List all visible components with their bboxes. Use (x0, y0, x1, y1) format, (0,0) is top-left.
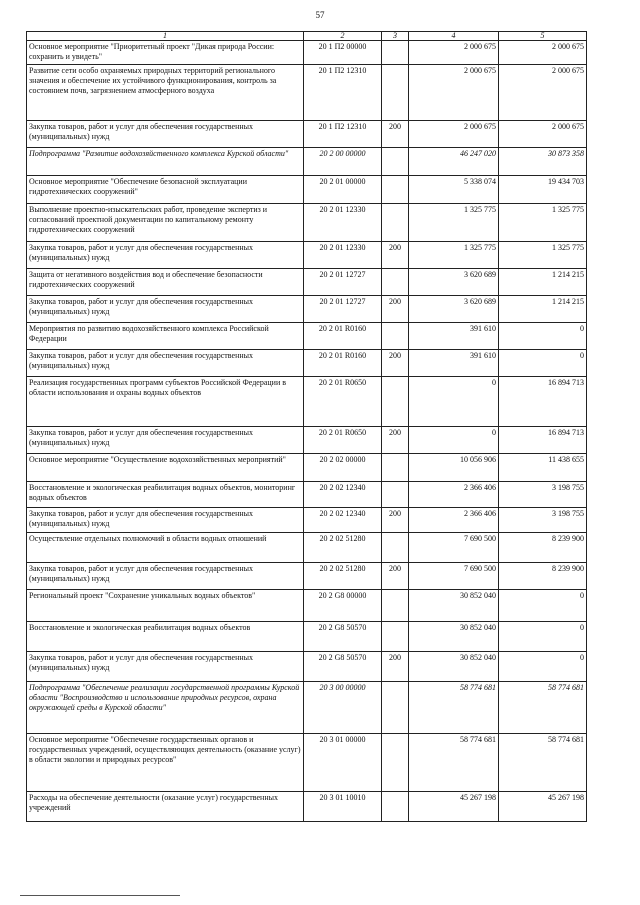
row-sum-2020-cell: 58 774 681 (499, 734, 587, 792)
row-code-cell: 20 2 02 51280 (304, 563, 382, 590)
row-sum-2019-cell: 0 (409, 427, 499, 454)
row-vr-cell (382, 622, 409, 652)
table-body (27, 41, 587, 822)
row-vr-cell (382, 377, 409, 427)
row-name-cell: Расходы на обеспечение деятельности (оказание услуг) государственных учреждений (27, 792, 304, 822)
row-sum-2020-cell: 0 (499, 652, 587, 682)
row-sum-2019-cell: 58 774 681 (409, 682, 499, 734)
row-vr-cell: 200 (382, 296, 409, 323)
table-row (27, 176, 587, 204)
row-name-cell: Закупка товаров, работ и услуг для обеспечения государственных (муниципальных) нужд (27, 652, 304, 682)
table-row (27, 242, 587, 269)
row-name-cell: Закупка товаров, работ и услуг для обеспечения государственных (муниципальных) нужд (27, 350, 304, 377)
row-sum-2019-cell: 10 056 906 (409, 454, 499, 482)
table-row (27, 792, 587, 822)
row-sum-2020-cell: 0 (499, 622, 587, 652)
row-sum-2019-cell: 391 610 (409, 350, 499, 377)
row-code-cell: 20 2 02 00000 (304, 454, 382, 482)
row-sum-2020-cell: 19 434 703 (499, 176, 587, 204)
row-name-cell: Мероприятия по развитию водохозяйственного комплекса Российской Федерации (27, 323, 304, 350)
table-row (27, 377, 587, 427)
row-sum-2019-cell: 3 620 689 (409, 269, 499, 296)
table-row (27, 296, 587, 323)
row-code-cell: 20 3 00 00000 (304, 682, 382, 734)
row-name-cell: Закупка товаров, работ и услуг для обеспечения государственных (муниципальных) нужд (27, 427, 304, 454)
row-code-cell: 20 3 01 10010 (304, 792, 382, 822)
row-name-cell: Реализация государственных программ субъектов Российской Федерации в области использования и охраны водных объектов (27, 377, 304, 427)
row-sum-2020-cell: 3 198 755 (499, 482, 587, 508)
row-name-cell: Восстановление и экологическая реабилитация водных объектов, мониторинг водных объектов (27, 482, 304, 508)
row-sum-2019-cell: 1 325 775 (409, 204, 499, 242)
row-vr-cell (382, 176, 409, 204)
column-number-3: 3 (382, 32, 409, 41)
row-code-cell: 20 2 00 00000 (304, 148, 382, 176)
column-number-4: 4 (409, 32, 499, 41)
row-sum-2019-cell: 7 690 500 (409, 533, 499, 563)
row-code-cell: 20 2 G8 00000 (304, 590, 382, 622)
row-sum-2019-cell: 30 852 040 (409, 652, 499, 682)
row-code-cell: 20 3 01 00000 (304, 734, 382, 792)
row-sum-2019-cell: 5 338 074 (409, 176, 499, 204)
row-code-cell: 20 2 02 12340 (304, 482, 382, 508)
row-name-cell: Основное мероприятие "Обеспечение безопасной эксплуатации гидротехнических сооружений" (27, 176, 304, 204)
row-vr-cell (382, 41, 409, 65)
row-code-cell: 20 2 G8 50570 (304, 652, 382, 682)
budget-table (26, 31, 587, 822)
row-sum-2020-cell: 16 894 713 (499, 377, 587, 427)
row-sum-2019-cell: 1 325 775 (409, 242, 499, 269)
table-row (27, 121, 587, 148)
row-sum-2020-cell: 30 873 358 (499, 148, 587, 176)
row-sum-2019-cell: 7 690 500 (409, 563, 499, 590)
row-sum-2020-cell: 2 000 675 (499, 65, 587, 121)
row-code-cell: 20 2 01 12330 (304, 242, 382, 269)
footer-rule (20, 895, 180, 896)
row-vr-cell (382, 454, 409, 482)
table-row (27, 41, 587, 65)
row-vr-cell (382, 65, 409, 121)
table-row (27, 652, 587, 682)
row-name-cell: Развитие сети особо охраняемых природных территорий регионального значения и обеспечение их устойчивого функционирования, контроль за состоянием почв, загрязнением атмосферного воздуха (27, 65, 304, 121)
row-vr-cell (382, 148, 409, 176)
row-name-cell: Выполнение проектно-изыскательских работ, проведение экспертиз и согласований проектной документации по капитальному ремонту гидротехнических сооружений (27, 204, 304, 242)
row-sum-2019-cell: 2 366 406 (409, 482, 499, 508)
row-code-cell: 20 2 01 12727 (304, 269, 382, 296)
row-name-cell: Закупка товаров, работ и услуг для обеспечения государственных (муниципальных) нужд (27, 563, 304, 590)
row-sum-2019-cell: 0 (409, 377, 499, 427)
row-sum-2019-cell: 391 610 (409, 323, 499, 350)
row-sum-2020-cell: 0 (499, 350, 587, 377)
row-vr-cell: 200 (382, 427, 409, 454)
row-name-cell: Осуществление отдельных полномочий в области водных отношений (27, 533, 304, 563)
table-row (27, 454, 587, 482)
row-sum-2019-cell: 30 852 040 (409, 622, 499, 652)
row-name-cell: Восстановление и экологическая реабилитация водных объектов (27, 622, 304, 652)
row-sum-2020-cell: 11 438 655 (499, 454, 587, 482)
row-code-cell: 20 2 G8 50570 (304, 622, 382, 652)
row-name-cell: Закупка товаров, работ и услуг для обеспечения государственных (муниципальных) нужд (27, 242, 304, 269)
table-row (27, 323, 587, 350)
table-row (27, 269, 587, 296)
row-name-cell: Закупка товаров, работ и услуг для обеспечения государственных (муниципальных) нужд (27, 296, 304, 323)
row-sum-2020-cell: 8 239 900 (499, 563, 587, 590)
row-name-cell: Закупка товаров, работ и услуг для обеспечения государственных (муниципальных) нужд (27, 121, 304, 148)
row-name-cell: Защита от негативного воздействия вод и обеспечение безопасности гидротехнических сооружений (27, 269, 304, 296)
page-number: 57 (315, 10, 325, 20)
row-code-cell: 20 2 01 R0650 (304, 427, 382, 454)
table-row (27, 533, 587, 563)
row-code-cell: 20 2 01 R0160 (304, 323, 382, 350)
row-code-cell: 20 2 01 12727 (304, 296, 382, 323)
row-code-cell: 20 2 01 12330 (304, 204, 382, 242)
row-sum-2020-cell: 58 774 681 (499, 682, 587, 734)
table-row (27, 427, 587, 454)
row-sum-2020-cell: 1 214 215 (499, 296, 587, 323)
row-name-cell: Подпрограмма "Развитие водохозяйственного комплекса Курской области" (27, 148, 304, 176)
table-row (27, 622, 587, 652)
row-sum-2020-cell: 2 000 675 (499, 41, 587, 65)
row-sum-2020-cell: 45 267 198 (499, 792, 587, 822)
row-vr-cell: 200 (382, 350, 409, 377)
row-vr-cell (382, 590, 409, 622)
row-sum-2020-cell: 1 325 775 (499, 204, 587, 242)
row-code-cell: 20 2 02 51280 (304, 533, 382, 563)
row-vr-cell (382, 323, 409, 350)
row-name-cell: Основное мероприятие "Обеспечение государственных органов и государственных учреждений, осуществляющих деятельность (оказание услуг) в области экологии и природных ресурсов" (27, 734, 304, 792)
row-code-cell: 20 2 01 00000 (304, 176, 382, 204)
row-vr-cell (382, 269, 409, 296)
row-name-cell: Основное мероприятие "Осуществление водохозяйственных мероприятий" (27, 454, 304, 482)
table-row (27, 65, 587, 121)
row-code-cell: 20 1 П2 00000 (304, 41, 382, 65)
row-sum-2020-cell: 0 (499, 590, 587, 622)
table-row (27, 482, 587, 508)
row-vr-cell: 200 (382, 508, 409, 533)
table-row (27, 682, 587, 734)
row-sum-2019-cell: 2 366 406 (409, 508, 499, 533)
row-vr-cell (382, 482, 409, 508)
column-number-row (27, 32, 587, 41)
row-vr-cell: 200 (382, 121, 409, 148)
column-number-5: 5 (499, 32, 587, 41)
row-sum-2020-cell: 0 (499, 323, 587, 350)
row-sum-2019-cell: 2 000 675 (409, 65, 499, 121)
row-vr-cell (382, 204, 409, 242)
row-vr-cell: 200 (382, 563, 409, 590)
table-row (27, 350, 587, 377)
row-code-cell: 20 2 01 R0650 (304, 377, 382, 427)
row-vr-cell: 200 (382, 652, 409, 682)
row-sum-2019-cell: 2 000 675 (409, 41, 499, 65)
table-row (27, 204, 587, 242)
column-number-2: 2 (304, 32, 382, 41)
row-sum-2019-cell: 3 620 689 (409, 296, 499, 323)
row-sum-2020-cell: 2 000 675 (499, 121, 587, 148)
row-sum-2019-cell: 45 267 198 (409, 792, 499, 822)
table-row (27, 734, 587, 792)
row-code-cell: 20 2 02 12340 (304, 508, 382, 533)
row-code-cell: 20 2 01 R0160 (304, 350, 382, 377)
row-sum-2020-cell: 8 239 900 (499, 533, 587, 563)
table-row (27, 563, 587, 590)
row-sum-2020-cell: 1 214 215 (499, 269, 587, 296)
row-vr-cell (382, 533, 409, 563)
column-number-1: 1 (27, 32, 304, 41)
row-sum-2020-cell: 3 198 755 (499, 508, 587, 533)
table-row (27, 148, 587, 176)
row-name-cell: Основное мероприятие "Приоритетный проект "Дикая природа России: сохранить и увидеть" (27, 41, 304, 65)
row-sum-2020-cell: 16 894 713 (499, 427, 587, 454)
row-sum-2019-cell: 58 774 681 (409, 734, 499, 792)
row-code-cell: 20 1 П2 12310 (304, 121, 382, 148)
row-name-cell: Региональный проект "Сохранение уникальных водных объектов" (27, 590, 304, 622)
row-sum-2019-cell: 46 247 020 (409, 148, 499, 176)
row-sum-2019-cell: 2 000 675 (409, 121, 499, 148)
row-code-cell: 20 1 П2 12310 (304, 65, 382, 121)
row-sum-2020-cell: 1 325 775 (499, 242, 587, 269)
row-name-cell: Подпрограмма "Обеспечение реализации государственной программы Курской области "Воспроизводство и использование природных ресурсов, охрана окружающей среды в Курской области" (27, 682, 304, 734)
row-vr-cell: 200 (382, 242, 409, 269)
row-name-cell: Закупка товаров, работ и услуг для обеспечения государственных (муниципальных) нужд (27, 508, 304, 533)
row-vr-cell (382, 682, 409, 734)
row-sum-2019-cell: 30 852 040 (409, 590, 499, 622)
row-vr-cell (382, 792, 409, 822)
table-row (27, 508, 587, 533)
table-row (27, 590, 587, 622)
row-vr-cell (382, 734, 409, 792)
